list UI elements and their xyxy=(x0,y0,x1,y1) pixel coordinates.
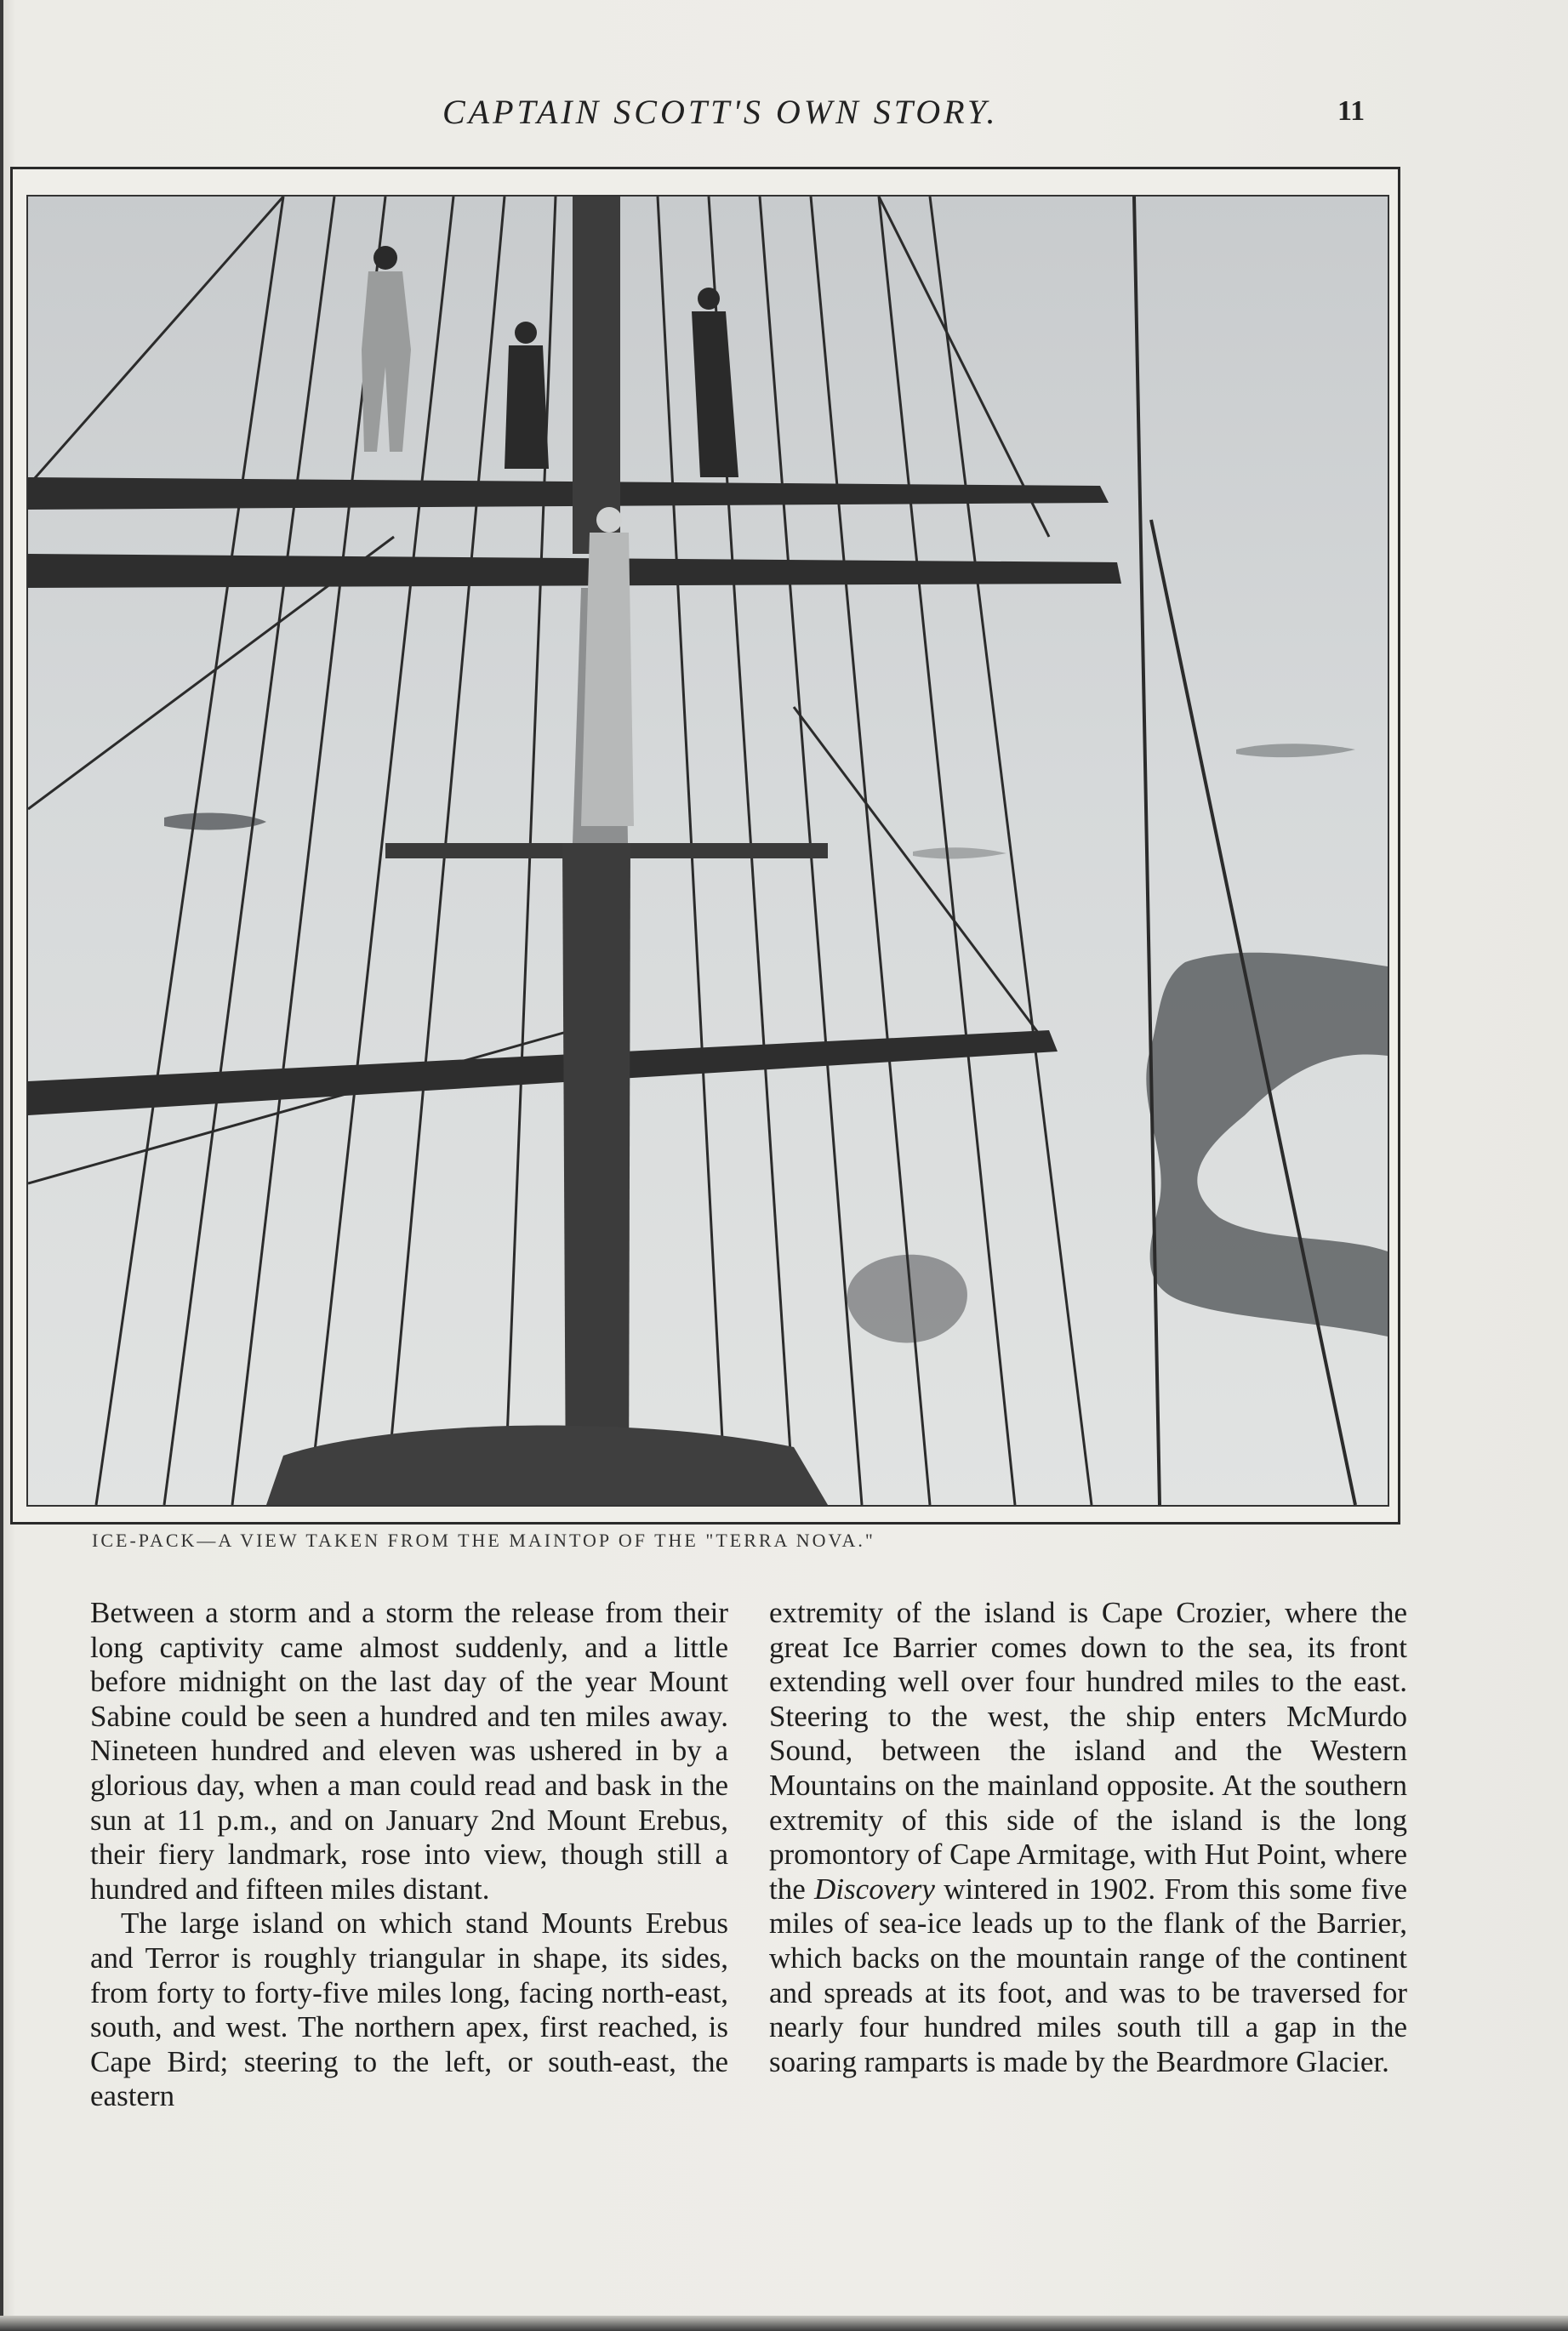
page-edge-left xyxy=(0,0,3,2331)
figure-caption: ICE-PACK—A VIEW TAKEN FROM THE MAINTOP OF THE "TERRA NOVA." xyxy=(92,1530,875,1551)
page-edge-bottom xyxy=(0,2316,1568,2331)
ship-name-italic: Discovery xyxy=(814,1872,935,1906)
paragraph-text: wintered in 1902. From this some five miles of sea-ice leads up to the flank of the Barrier, which backs on the mountain range of the continent and spreads at its foot, and was to be traversed for nearly four hundred miles south till a gap in the soaring ramparts is made by the Beardmore Glacier. xyxy=(769,1872,1407,2078)
ship-mast-photograph xyxy=(26,195,1389,1507)
text-column-left xyxy=(90,1596,728,2114)
paragraph: Between a storm and a storm the release from their long captivity came almost suddenly, and a little before midnight on the last day of the year Mount Sabine could be seen a hundred and ten miles away. Nineteen hundred and eleven was ushered in by a glorious day, when a man could read and bask in the sun at 11 p.m., and on January 2nd Mount Erebus, their fiery landmark, rose into view, though still a hundred and fifteen miles distant. xyxy=(90,1596,728,1906)
page-number: 11 xyxy=(1337,95,1366,127)
paragraph-text: extremity of the island is Cape Crozier, where the great Ice Barrier comes down to the sea, its front extending well over four hundred miles to the east. Steering to the west, the ship enters McMurdo Sound, between the island and the Western Mountains on the mainland opposite. At the southern extremity of this side of the island is the long promontory of Cape Armitage, with Hut Point, where the xyxy=(769,1596,1407,1906)
mast xyxy=(562,197,630,1505)
running-head xyxy=(0,92,1568,143)
paragraph: The large island on which stand Mounts Erebus and Terror is roughly triangular in shape, its sides, from forty to forty-five miles long, facing north-east, south, and west. The northern apex, first reached, is Cape Bird; steering to the left, or south-east, the eastern xyxy=(90,1906,728,2113)
photo-illustration xyxy=(28,197,1388,1505)
running-head-title: CAPTAIN SCOTT'S OWN STORY. xyxy=(442,93,999,131)
photo-frame xyxy=(10,167,1400,1525)
paragraph xyxy=(769,1596,1407,2079)
text-column-right xyxy=(769,1596,1407,2079)
